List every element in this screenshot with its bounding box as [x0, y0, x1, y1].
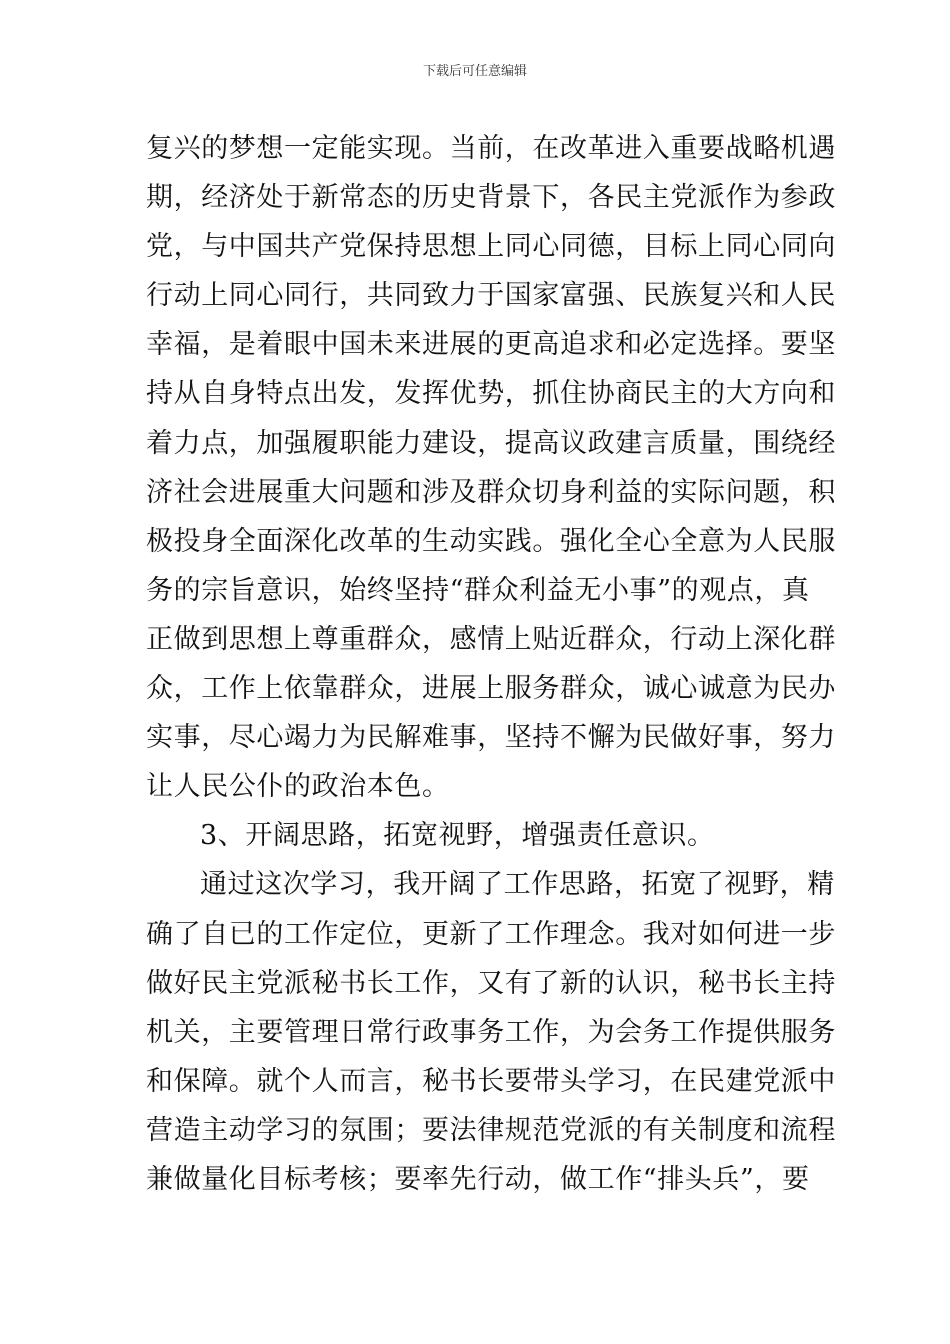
text-line: 济社会进展重大问题和涉及群众切身利益的实际问题，积 [146, 476, 836, 508]
text-line: 党，与中国共产党保持思想上同心同德，目标上同心同向 [146, 231, 836, 263]
document-body [146, 124, 836, 1204]
text-line: 行动上同心同行，共同致力于国家富强、民族复兴和人民 [146, 280, 836, 312]
text-line: 做好民主党派秘书长工作，又有了新的认识，秘书长主持 [146, 967, 836, 999]
text-line: 兼做量化目标考核；要率先行动，做工作“排头兵”，要 [146, 1163, 810, 1195]
text-line: 营造主动学习的氛围；要法律规范党派的有关制度和流程 [146, 1114, 836, 1146]
text-line: 众，工作上依靠群众，进展上服务群众，诚心诚意为民办 [146, 673, 836, 705]
text-line: 确了自已的工作定位，更新了工作理念。我对如何进一步 [146, 918, 836, 950]
text-line: 实事，尽心竭力为民解难事，坚持不懈为民做好事，努力 [146, 722, 836, 754]
text-line: 幸福，是着眼中国未来进展的更高追求和必定选择。要坚 [146, 329, 836, 361]
section-heading: 3、开阔思路，拓宽视野，增强责任意识。 [200, 820, 715, 852]
text-line: 正做到思想上尊重群众，感情上贴近群众，行动上深化群 [146, 623, 836, 655]
text-line: 让人民公仆的政治本色。 [146, 771, 450, 803]
text-line: 持从自身特点出发，发挥优势，抓住协商民主的大方向和 [146, 378, 836, 410]
text-line: 和保障。就个人而言，秘书长要带头学习，在民建党派中 [146, 1065, 836, 1097]
text-line: 务的宗旨意识，始终坚持“群众利益无小事”的观点，真 [146, 574, 810, 606]
paragraph-first-line: 通过这次学习，我开阔了工作思路，拓宽了视野，精 [200, 869, 835, 901]
text-line: 极投身全面深化改革的生动实践。强化全心全意为人民服 [146, 525, 836, 557]
page-header: 下载后可任意编辑 [422, 64, 527, 79]
text-line: 着力点，加强履职能力建设，提高议政建言质量，围绕经 [146, 427, 836, 459]
text-line: 复兴的梦想一定能实现。当前，在改革进入重要战略机遇 [146, 133, 836, 164]
text-line: 机关，主要管理日常行政事务工作，为会务工作提供服务 [146, 1016, 836, 1048]
text-line: 期，经济处于新常态的历史背景下，各民主党派作为参政 [146, 182, 836, 214]
